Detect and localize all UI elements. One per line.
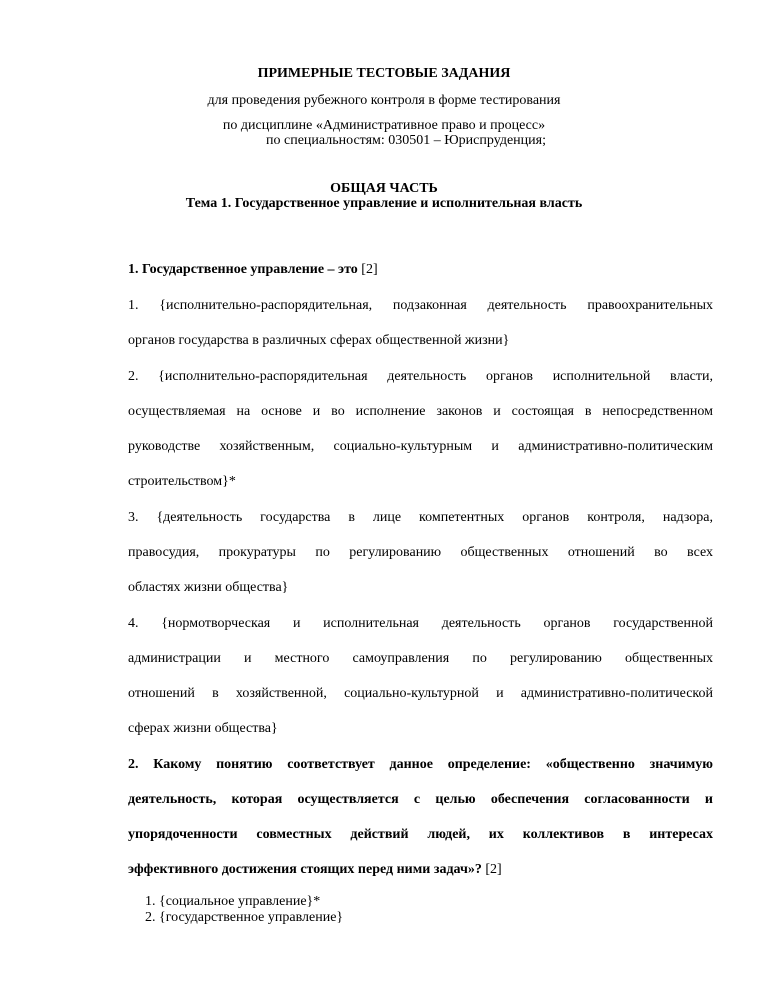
subtitle-discipline: по дисциплине «Административное право и процесс» [222,118,546,133]
question-1-text: 1. Государственное управление – это [128,262,358,277]
q1-answer-3-line-3: областях жизни общества} [128,580,289,595]
question-1-points: [2] [357,262,378,277]
q1-answer-4-line-2: администрации и местного самоуправления по регулированию общественных [128,651,713,666]
section-title: ОБЩАЯ ЧАСТЬ [330,181,438,196]
q1-answer-4-line-1: 4. {нормотворческая и исполнительная деятельность органов государственной [128,616,713,631]
question-2-points: [2] [481,862,502,877]
q1-answer-2-line-1: 2. {исполнительно-распорядительная деятельность органов исполнительной власти, [128,369,713,384]
q1-answer-4-line-3: отношений в хозяйственной, социально-культурной и административно-политической [128,686,713,701]
question-2-line-1: 2. Какому понятию соответствует данное определение: «общественно значимую [128,757,713,772]
question-1 [128,262,378,278]
subtitle-specialty: по специальностям: 030501 – Юриспруденция; [266,133,546,148]
question-2-line-4 [128,862,502,878]
topic-title: Тема 1. Государственное управление и исполнительная власть [185,196,583,211]
q1-answer-2-line-2: осуществляемая на основе и во исполнение законов и состоящая в непосредственном [128,404,713,419]
q1-answer-2-line-4: строительством}* [128,474,236,489]
q1-answer-3-line-2: правосудия, прокуратуры по регулированию общественных отношений во всех [128,545,713,560]
q1-answer-4-line-4: сферах жизни общества} [128,721,278,736]
q1-answer-1-line-1: 1. {исполнительно-распорядительная, подзаконная деятельность правоохранительных [128,298,713,313]
q2-answer-1: 1. {социальное управление}* [145,894,321,909]
question-2-line-2: деятельность, которая осуществляется с целью обеспечения согласованности и [128,792,713,807]
q1-answer-1-line-2: органов государства в различных сферах общественной жизни} [128,333,510,348]
document-title: ПРИМЕРНЫЕ ТЕСТОВЫЕ ЗАДАНИЯ [257,66,511,81]
q1-answer-3-line-1: 3. {деятельность государства в лице компетентных органов контроля, надзора, [128,510,713,525]
subtitle-purpose: для проведения рубежного контроля в форме тестирования [207,93,561,108]
question-2-text-end: эффективного достижения стоящих перед ними задач»? [128,862,482,877]
question-2-line-3: упорядоченности совместных действий людей, их коллективов в интересах [128,827,713,842]
q1-answer-2-line-3: руководстве хозяйственным, социально-культурным и административно-политическим [128,439,713,454]
q2-answer-2: 2. {государственное управление} [145,910,344,925]
